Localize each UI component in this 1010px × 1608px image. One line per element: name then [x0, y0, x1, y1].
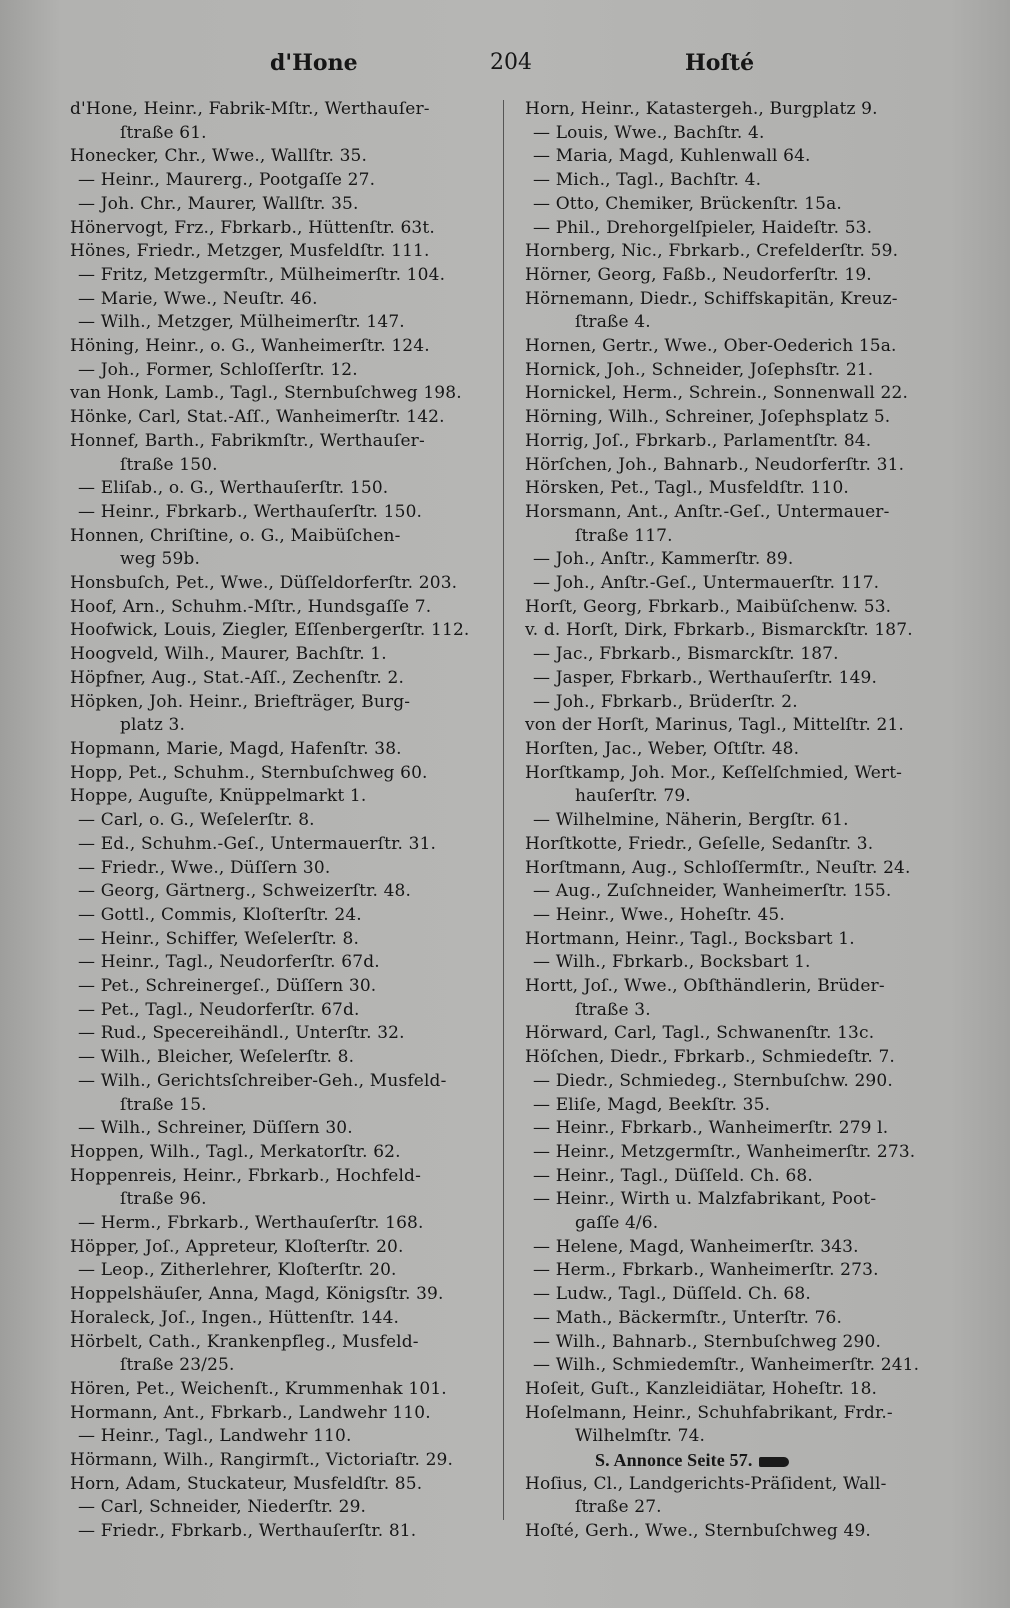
directory-entry [70, 1378, 500, 1402]
directory-entry [70, 999, 500, 1023]
directory-entry [525, 1117, 955, 1141]
directory-entry [525, 477, 955, 501]
directory-entry [525, 1212, 955, 1236]
directory-entry [525, 217, 955, 241]
entry-text: Hönervogt, Frz., Fbrkarb., Hüttenſtr. 63t. [70, 217, 435, 238]
entry-text: Hoſté, Gerh., Wwe., Sternbuſchweg 49. [525, 1521, 871, 1542]
directory-entry [525, 809, 955, 833]
entry-text: ſtraße 3. [575, 999, 651, 1020]
entry-text: — Jac., Fbrkarb., Bismarckſtr. 187. [533, 644, 839, 665]
directory-entry [70, 1425, 500, 1449]
entry-text: ſtraße 61. [120, 122, 207, 143]
entry-text: — Eliſe, Magd, Beekſtr. 35. [533, 1094, 771, 1115]
entry-text: ſtraße 150. [120, 454, 218, 475]
directory-entry [70, 1165, 500, 1189]
directory-entry [70, 904, 500, 928]
entry-text: Hormann, Ant., Fbrkarb., Landwehr 110. [70, 1402, 431, 1423]
entry-text: — Ed., Schuhm.-Geſ., Untermauerſtr. 31. [78, 833, 437, 854]
directory-entry [525, 454, 955, 478]
directory-entry [70, 1449, 500, 1473]
directory-entry [70, 122, 500, 146]
directory-entry [70, 525, 500, 549]
directory-entry [525, 1259, 955, 1283]
entry-text: Hörnemann, Diedr., Schiffskapitän, Kreuz- [525, 288, 898, 309]
directory-entry [525, 714, 955, 738]
entry-text: — Wilh., Bleicher, Weſelerſtr. 8. [78, 1047, 355, 1068]
directory-entry [70, 1094, 500, 1118]
entry-text: d'Hone, Heinr., Fabrik-Mſtr., Werthauſer- [70, 99, 430, 119]
entry-text: — Wilh., Fbrkarb., Bocksbart 1. [533, 952, 811, 973]
directory-entry [525, 762, 955, 786]
directory-entry [525, 169, 955, 193]
entry-text: weg 59b. [120, 549, 201, 570]
header-left-keyword: d'Hone [270, 50, 358, 76]
directory-entry [525, 1520, 955, 1544]
entry-text: gaſſe 4/6. [575, 1213, 659, 1234]
entry-text: Hornberg, Nic., Fbrkarb., Crefelderſtr. 59. [525, 241, 899, 262]
directory-entry [525, 785, 955, 809]
entry-text: Hopmann, Marie, Magd, Hafenſtr. 38. [70, 738, 402, 759]
entry-text: Hoppen, Wilh., Tagl., Merkatorſtr. 62. [70, 1141, 401, 1162]
entry-text: Höſchen, Diedr., Fbrkarb., Schmiedeſtr. 7. [525, 1047, 895, 1068]
directory-entry [70, 1070, 500, 1094]
entry-text: — Heinr., Fbrkarb., Werthauſerſtr. 150. [78, 501, 423, 522]
directory-entry [525, 904, 955, 928]
annonce-reference [525, 1449, 955, 1473]
entry-text: Honnen, Chriſtine, o. G., Maibüſchen- [70, 525, 401, 546]
directory-entry [70, 430, 500, 454]
entry-text: — Jasper, Fbrkarb., Werthauſerſtr. 149. [533, 667, 878, 688]
entry-text: — Helene, Magd, Wanheimerſtr. 343. [533, 1236, 859, 1257]
directory-entry [525, 145, 955, 169]
directory-entry [70, 1307, 500, 1331]
entry-text: — Carl, Schneider, Niederſtr. 29. [78, 1497, 367, 1518]
entry-text: ſtraße 96. [120, 1189, 207, 1210]
directory-entry [70, 596, 500, 620]
directory-entry [70, 1141, 500, 1165]
entry-text: hauſerſtr. 79. [575, 786, 691, 807]
entry-text: — Otto, Chemiker, Brückenſtr. 15a. [533, 193, 842, 214]
directory-entry [70, 1496, 500, 1520]
entry-text: Hörmann, Wilh., Rangirmſt., Victoriaſtr. 29. [70, 1450, 454, 1471]
entry-text: — Heinr., Maurerg., Pootgaſſe 27. [78, 170, 376, 191]
directory-entry [70, 738, 500, 762]
directory-entry [525, 1425, 955, 1449]
entry-text: Hoppenreis, Heinr., Fbrkarb., Hochfeld- [70, 1165, 421, 1186]
directory-entry [70, 880, 500, 904]
entry-text: Hoſeit, Guſt., Kanzleidiätar, Hoheſtr. 18. [525, 1378, 878, 1399]
directory-entry [70, 240, 500, 264]
directory-entry [525, 572, 955, 596]
directory-entry [70, 1473, 500, 1497]
directory-entry [525, 928, 955, 952]
directory-entry [70, 667, 500, 691]
entry-text: Hörsken, Pet., Tagl., Musfeldſtr. 110. [525, 478, 849, 499]
entry-text: — Heinr., Tagl., Düſſeld. Ch. 68. [533, 1165, 813, 1186]
directory-entry [525, 999, 955, 1023]
directory-entry [525, 335, 955, 359]
directory-entry [70, 335, 500, 359]
directory-entry [70, 311, 500, 335]
entry-text: Hörbelt, Cath., Krankenpfleg., Musfeld- [70, 1331, 419, 1352]
directory-entry [70, 1188, 500, 1212]
entry-text: — Herm., Fbrkarb., Wanheimerſtr. 273. [533, 1260, 879, 1281]
directory-entry [70, 833, 500, 857]
directory-entry [525, 880, 955, 904]
entry-text: ſtraße 15. [120, 1094, 207, 1115]
entry-text: — Wilh., Bahnarb., Sternbuſchweg 290. [533, 1331, 881, 1352]
directory-entry [70, 145, 500, 169]
entry-text: — Heinr., Schiffer, Weſelerſtr. 8. [78, 928, 360, 949]
entry-text: Hörning, Wilh., Schreiner, Joſephsplatz 5. [525, 407, 891, 428]
entry-text: — Georg, Gärtnerg., Schweizerſtr. 48. [78, 881, 412, 902]
directory-entry [525, 1473, 955, 1497]
directory-entry [70, 1283, 500, 1307]
entry-text: Hopp, Pet., Schuhm., Sternbuſchweg 60. [70, 762, 428, 783]
entry-text: Horn, Adam, Stuckateur, Musfeldſtr. 85. [70, 1473, 423, 1494]
entry-text: — Math., Bäckermſtr., Unterſtr. 76. [533, 1307, 843, 1328]
directory-entry [525, 951, 955, 975]
directory-entry [525, 1307, 955, 1331]
entry-text: — Joh. Chr., Maurer, Wallſtr. 35. [78, 193, 359, 214]
entry-text: — Joh., Fbrkarb., Brüderſtr. 2. [533, 691, 798, 712]
entry-text: Hornen, Gertr., Wwe., Ober-Oederich 15a. [525, 336, 897, 357]
directory-entry [70, 548, 500, 572]
entry-text: Hoogveld, Wilh., Maurer, Bachſtr. 1. [70, 644, 387, 665]
directory-entry [70, 951, 500, 975]
directory-entry [525, 1402, 955, 1426]
directory-entry [70, 477, 500, 501]
entry-text: Hoppelshäuſer, Anna, Magd, Königsſtr. 39. [70, 1284, 444, 1305]
directory-entry [525, 691, 955, 715]
directory-entry [70, 619, 500, 643]
entry-text: — Wilhelmine, Näherin, Bergſtr. 61. [533, 810, 849, 831]
entry-text: v. d. Horſt, Dirk, Fbrkarb., Bismarckſtr. 187. [525, 620, 913, 641]
directory-entry [525, 382, 955, 406]
entry-text: Hoſius, Cl., Landgerichts-Präſident, Wall- [525, 1473, 887, 1494]
entry-text: Hörſchen, Joh., Bahnarb., Neudorferſtr. 31. [525, 454, 905, 475]
directory-entry [70, 1117, 500, 1141]
directory-entry [525, 1165, 955, 1189]
directory-entry [525, 1496, 955, 1520]
entry-text: — Louis, Wwe., Bachſtr. 4. [533, 122, 765, 143]
directory-entry [70, 691, 500, 715]
entry-text: Honecker, Chr., Wwe., Wallſtr. 35. [70, 146, 368, 167]
entry-text: Wilhelmſtr. 74. [575, 1426, 706, 1447]
directory-entry [70, 1046, 500, 1070]
entry-text: — Leop., Zitherlehrer, Kloſterſtr. 20. [78, 1260, 397, 1281]
directory-entry [525, 1331, 955, 1355]
entry-text: — Carl, o. G., Weſelerſtr. 8. [78, 810, 315, 831]
entry-text: platz 3. [120, 715, 186, 736]
directory-entry [70, 975, 500, 999]
entry-text: — Rud., Specereihändl., Unterſtr. 32. [78, 1023, 405, 1044]
directory-entry [70, 785, 500, 809]
entry-text: Horſtkamp, Joh. Mor., Keſſelſchmied, Wert- [525, 762, 903, 783]
entry-text: — Maria, Magd, Kuhlenwall 64. [533, 146, 811, 167]
entry-text: Horſt, Georg, Fbrkarb., Maibüſchenw. 53. [525, 596, 892, 617]
entry-text: — Joh., Anſtr.-Geſ., Untermauerſtr. 117. [533, 573, 880, 594]
directory-entry [70, 1520, 500, 1544]
entry-text: Höpper, Joſ., Appreteur, Kloſterſtr. 20. [70, 1236, 404, 1257]
directory-entry [525, 1283, 955, 1307]
directory-entry [525, 1354, 955, 1378]
directory-entry [525, 288, 955, 312]
entry-text: Horn, Heinr., Katastergeh., Burgplatz 9. [525, 99, 878, 119]
entry-text: — Gottl., Commis, Kloſterſtr. 24. [78, 904, 362, 925]
entry-text: Honsbuſch, Pet., Wwe., Düſſeldorferſtr. 203. [70, 573, 458, 594]
directory-entry [525, 548, 955, 572]
left-column [70, 98, 500, 1544]
entry-text: — Joh., Former, Schloſſerſtr. 12. [78, 359, 358, 380]
directory-entry [70, 857, 500, 881]
pointing-hand-icon [759, 1457, 789, 1467]
directory-entry [525, 1094, 955, 1118]
entry-text: — Mich., Tagl., Bachſtr. 4. [533, 170, 762, 191]
directory-entry [70, 501, 500, 525]
entry-text: — Wilh., Schreiner, Düſſern 30. [78, 1118, 353, 1139]
entry-text: — Marie, Wwe., Neuſtr. 46. [78, 288, 318, 309]
directory-entry [525, 667, 955, 691]
entry-text: — Ludw., Tagl., Düſſeld. Ch. 68. [533, 1284, 811, 1305]
directory-entry [525, 1236, 955, 1260]
entry-text: Horſtmann, Aug., Schloſſermſtr., Neuſtr. 24. [525, 857, 911, 878]
entry-text: Hortmann, Heinr., Tagl., Bocksbart 1. [525, 928, 855, 949]
directory-entry [70, 406, 500, 430]
entry-text: — Pet., Tagl., Neudorferſtr. 67d. [78, 999, 360, 1020]
entry-text: — Heinr., Tagl., Neudorferſtr. 67d. [78, 952, 380, 973]
entry-text: Horſtkotte, Friedr., Geſelle, Sedanſtr. 3. [525, 833, 874, 854]
directory-entry [70, 809, 500, 833]
entry-text: Höpfner, Aug., Stat.-Aſſ., Zechenſtr. 2. [70, 667, 405, 688]
directory-entry [525, 833, 955, 857]
entry-text: Hönes, Friedr., Metzger, Musfeldſtr. 111. [70, 241, 430, 262]
header-right-keyword: Hoſté [685, 50, 755, 76]
directory-entry [525, 359, 955, 383]
entry-text: — Heinr., Fbrkarb., Wanheimerſtr. 279 l. [533, 1118, 889, 1139]
directory-entry [525, 98, 955, 122]
entry-text: — Friedr., Wwe., Düſſern 30. [78, 857, 331, 878]
directory-entry [525, 406, 955, 430]
entry-text: Horſten, Jac., Weber, Oſtſtr. 48. [525, 738, 800, 759]
entry-text: — Wilh., Metzger, Mülheimerſtr. 147. [78, 312, 405, 333]
entry-text: — Herm., Fbrkarb., Werthauſerſtr. 168. [78, 1213, 424, 1234]
entry-text: Hönke, Carl, Stat.-Aſſ., Wanheimerſtr. 142. [70, 407, 445, 428]
directory-entry [525, 264, 955, 288]
entry-text: — Pet., Schreinergeſ., Düſſern 30. [78, 976, 377, 997]
directory-entry [70, 382, 500, 406]
entry-text: — Heinr., Wwe., Hoheſtr. 45. [533, 904, 785, 925]
directory-entry [70, 1354, 500, 1378]
entry-text: — Wilh., Schmiedemſtr., Wanheimerſtr. 241. [533, 1355, 920, 1376]
directory-entry [525, 738, 955, 762]
directory-entry [70, 762, 500, 786]
directory-entry [525, 525, 955, 549]
directory-entry [70, 359, 500, 383]
entry-text: Honnef, Barth., Fabrikmſtr., Werthauſer- [70, 430, 425, 451]
directory-entry [525, 1070, 955, 1094]
directory-entry [70, 1022, 500, 1046]
entry-text: Hoſelmann, Heinr., Schuhfabrikant, Frdr.- [525, 1402, 893, 1423]
entry-text: Hoppe, Auguſte, Knüppelmarkt 1. [70, 786, 367, 807]
entry-text: Horrig, Joſ., Fbrkarb., Parlamentſtr. 84. [525, 430, 872, 451]
entry-text: Hortt, Joſ., Wwe., Obſthändlerin, Brüder- [525, 976, 885, 997]
entry-text: — Heinr., Wirth u. Malzfabrikant, Poot- [533, 1189, 877, 1210]
directory-entry [525, 1141, 955, 1165]
entry-text: Hoof, Arn., Schuhm.-Mſtr., Hundsgaſſe 7. [70, 596, 432, 617]
directory-entry [70, 572, 500, 596]
entry-text: — Heinr., Tagl., Landwehr 110. [78, 1426, 352, 1447]
directory-entry [70, 1259, 500, 1283]
directory-entry [525, 643, 955, 667]
directory-entry [70, 169, 500, 193]
entry-text: Hoofwick, Louis, Ziegler, Eſſenbergerſtr. 112. [70, 620, 470, 641]
directory-entry [525, 311, 955, 335]
entry-text: Hörner, Georg, Faßb., Neudorferſtr. 19. [525, 264, 872, 285]
entry-text: — Phil., Drehorgelſpieler, Haideſtr. 53. [533, 217, 873, 238]
directory-entry [525, 240, 955, 264]
entry-text: Höning, Heinr., o. G., Wanheimerſtr. 124. [70, 336, 430, 357]
directory-entry [525, 619, 955, 643]
directory-entry [70, 1331, 500, 1355]
entry-text: ſtraße 27. [575, 1497, 662, 1518]
entry-text: Horsmann, Ant., Anſtr.-Geſ., Untermauer- [525, 501, 890, 522]
entry-text: Hören, Pet., Weichenſt., Krummenhak 101. [70, 1378, 447, 1399]
directory-entry [525, 857, 955, 881]
entry-text: — Friedr., Fbrkarb., Werthauſerſtr. 81. [78, 1521, 417, 1542]
entry-text: — Heinr., Metzgermſtr., Wanheimerſtr. 273. [533, 1141, 916, 1162]
entry-text: ſtraße 4. [575, 312, 651, 333]
entry-text: Hornickel, Herm., Schrein., Sonnenwall 22. [525, 383, 909, 404]
directory-entry [70, 714, 500, 738]
directory-entry [525, 193, 955, 217]
entry-text: von der Horſt, Marinus, Tagl., Mittelſtr. 21. [525, 715, 904, 736]
directory-entry [525, 501, 955, 525]
entry-text: — Aug., Zuſchneider, Wanheimerſtr. 155. [533, 881, 892, 902]
entry-text: — Eliſab., o. G., Werthauſerſtr. 150. [78, 478, 389, 499]
directory-entry [525, 1046, 955, 1070]
directory-entry [70, 1236, 500, 1260]
entry-text: Höpken, Joh. Heinr., Briefträger, Burg- [70, 691, 411, 712]
directory-entry [70, 217, 500, 241]
directory-entry [70, 193, 500, 217]
page-number: 204 [490, 50, 532, 75]
entry-text: Hornick, Joh., Schneider, Joſephsſtr. 21. [525, 359, 874, 380]
directory-entry [525, 430, 955, 454]
entry-text: — Diedr., Schmiedeg., Sternbuſchw. 290. [533, 1070, 893, 1091]
directory-entry [70, 288, 500, 312]
directory-entry [525, 975, 955, 999]
directory-entry [70, 643, 500, 667]
entry-text: S. Annonce Seite 57. [595, 1450, 753, 1471]
directory-entry [70, 1212, 500, 1236]
entry-text: — Joh., Anſtr., Kammerſtr. 89. [533, 549, 794, 570]
directory-entry [70, 454, 500, 478]
directory-entry [525, 1022, 955, 1046]
right-column [525, 98, 955, 1544]
entry-text: — Wilh., Gerichtsſchreiber-Geh., Musfeld- [78, 1070, 447, 1091]
column-divider [503, 100, 504, 1520]
directory-entry [525, 1378, 955, 1402]
entry-text: ſtraße 117. [575, 525, 673, 546]
entry-text: Horaleck, Joſ., Ingen., Hüttenſtr. 144. [70, 1307, 400, 1328]
page-header [60, 44, 980, 84]
directory-entry [525, 596, 955, 620]
directory-entry [70, 1402, 500, 1426]
entry-text: van Honk, Lamb., Tagl., Sternbuſchweg 198. [70, 383, 462, 404]
entry-text: Hörward, Carl, Tagl., Schwanenſtr. 13c. [525, 1023, 875, 1044]
directory-entry [525, 122, 955, 146]
directory-entry [70, 928, 500, 952]
directory-entry [70, 98, 500, 122]
directory-entry [70, 264, 500, 288]
entry-text: ſtraße 23/25. [120, 1355, 235, 1376]
entry-text: — Fritz, Metzgermſtr., Mülheimerſtr. 104. [78, 264, 446, 285]
directory-entry [525, 1188, 955, 1212]
